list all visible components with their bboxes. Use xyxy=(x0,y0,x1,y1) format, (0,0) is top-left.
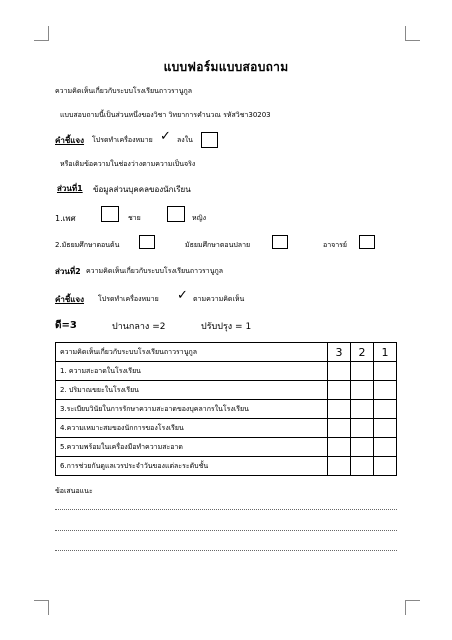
status-teacher-checkbox[interactable] xyxy=(359,235,375,249)
status-senior-checkbox[interactable] xyxy=(272,235,288,249)
table-row-label: 1. ความสะอาดในโรงเรียน xyxy=(56,362,328,381)
table-row-label: 5.ความพร้อมในเครื่องมือทำความสะอาด xyxy=(56,438,328,457)
table-row-label: 4.ความเหมาะสมของนักการของโรงเรียน xyxy=(56,419,328,438)
checkmark-icon: ✓ xyxy=(177,288,188,303)
rating-cell-3[interactable] xyxy=(328,457,351,476)
rating-cell-2[interactable] xyxy=(351,381,374,400)
rating-cell-3[interactable] xyxy=(328,419,351,438)
sample-checkbox xyxy=(201,132,218,148)
suggestion-line-2[interactable] xyxy=(55,530,397,531)
rating-cell-3[interactable] xyxy=(328,362,351,381)
table-row xyxy=(56,419,397,438)
table-row xyxy=(56,381,397,400)
survey-intro: แบบสอบถามนี้เป็นส่วนหนึ่งของวิชา วิทยาการคำนวณ รหัสวิชา30203 xyxy=(60,111,271,119)
table-header-col-2: 2 xyxy=(351,343,374,362)
instruction-label: คำชี้แจง xyxy=(55,136,85,145)
rating-cell-2[interactable] xyxy=(351,362,374,381)
scale-improve: ปรับปรุง = 1 xyxy=(201,322,252,332)
instruction2-label: คำชี้แจง xyxy=(55,295,85,304)
rating-cell-1[interactable] xyxy=(374,457,397,476)
rating-cell-1[interactable] xyxy=(374,438,397,457)
rating-cell-1[interactable] xyxy=(374,381,397,400)
instruction-note: หรือเติมข้อความในช่องว่างตามความเป็นจริง xyxy=(60,160,196,168)
table-row xyxy=(56,400,397,419)
table-header-col-1: 1 xyxy=(374,343,397,362)
rating-cell-1[interactable] xyxy=(374,419,397,438)
rating-cell-2[interactable] xyxy=(351,457,374,476)
scale-good: ดี=3 xyxy=(55,320,77,331)
instruction-suffix: ลงใน xyxy=(177,136,193,144)
table-row xyxy=(56,457,397,476)
suggestion-line-3[interactable] xyxy=(55,550,397,551)
checkmark-icon: ✓ xyxy=(160,129,171,144)
rating-cell-1[interactable] xyxy=(374,362,397,381)
gender-female-label: หญิง xyxy=(192,214,206,222)
gender-label: 1.เพศ xyxy=(55,214,76,223)
rating-cell-3[interactable] xyxy=(328,438,351,457)
table-row xyxy=(56,438,397,457)
status-junior-checkbox[interactable] xyxy=(139,235,155,249)
rating-cell-3[interactable] xyxy=(328,400,351,419)
status-junior-label: 2.มัธยมศึกษาตอนต้น xyxy=(55,241,120,249)
rating-cell-2[interactable] xyxy=(351,400,374,419)
gender-female-checkbox[interactable] xyxy=(167,206,185,222)
instruction-text: โปรดทำเครื่องหมาย xyxy=(92,136,153,144)
table-row-label: 3.ระเบียบวินัยในการรักษาความสะอาดของบุคลากรในโรงเรียน xyxy=(56,400,328,419)
gender-male-checkbox[interactable] xyxy=(101,206,119,222)
table-row-label: 2. ปริมาณขยะในโรงเรียน xyxy=(56,381,328,400)
rating-cell-2[interactable] xyxy=(351,419,374,438)
suggestion-line-1[interactable] xyxy=(55,509,397,510)
page-title: แบบฟอร์มแบบสอบถาม xyxy=(163,60,289,74)
instruction2-text: โปรดทำเครื่องหมาย xyxy=(98,295,159,303)
table-header-row xyxy=(56,343,397,362)
crop-mark-top-right xyxy=(405,26,420,41)
rating-cell-2[interactable] xyxy=(351,438,374,457)
table-row-label: 6.การช่วยกันดูแลเวรประจำวันของแต่ละระดับชั้น xyxy=(56,457,328,476)
instruction2-suffix: ตามความคิดเห็น xyxy=(193,295,245,303)
suggestions-label: ข้อเสนอแนะ xyxy=(55,487,93,495)
status-teacher-label: อาจารย์ xyxy=(323,241,348,249)
section1-title: ข้อมูลส่วนบุคคลของนักเรียน xyxy=(93,185,191,194)
table-header-col-3: 3 xyxy=(328,343,351,362)
crop-mark-bottom-left xyxy=(34,600,49,615)
crop-mark-top-left xyxy=(34,26,49,41)
rating-cell-1[interactable] xyxy=(374,400,397,419)
crop-mark-bottom-right xyxy=(405,600,420,615)
section2-title: ความคิดเห็นเกี่ยวกับระบบโรงเรียนถาวรานูกูล xyxy=(86,267,224,275)
section1-heading: ส่วนที่1 xyxy=(57,184,83,193)
survey-topic: ความคิดเห็นเกี่ยวกับระบบโรงเรียนถาวรานูกูล xyxy=(55,87,193,95)
rating-cell-3[interactable] xyxy=(328,381,351,400)
table-header-label: ความคิดเห็นเกี่ยวกับระบบโรงเรียนถาวรานูกูล xyxy=(56,343,328,362)
section2-heading: ส่วนที่2 xyxy=(55,267,81,276)
scale-medium: ปานกลาง =2 xyxy=(112,322,166,332)
gender-male-label: ชาย xyxy=(128,214,141,222)
table-row xyxy=(56,362,397,381)
survey-table xyxy=(55,342,397,476)
status-senior-label: มัธยมศึกษาตอนปลาย xyxy=(185,241,251,249)
